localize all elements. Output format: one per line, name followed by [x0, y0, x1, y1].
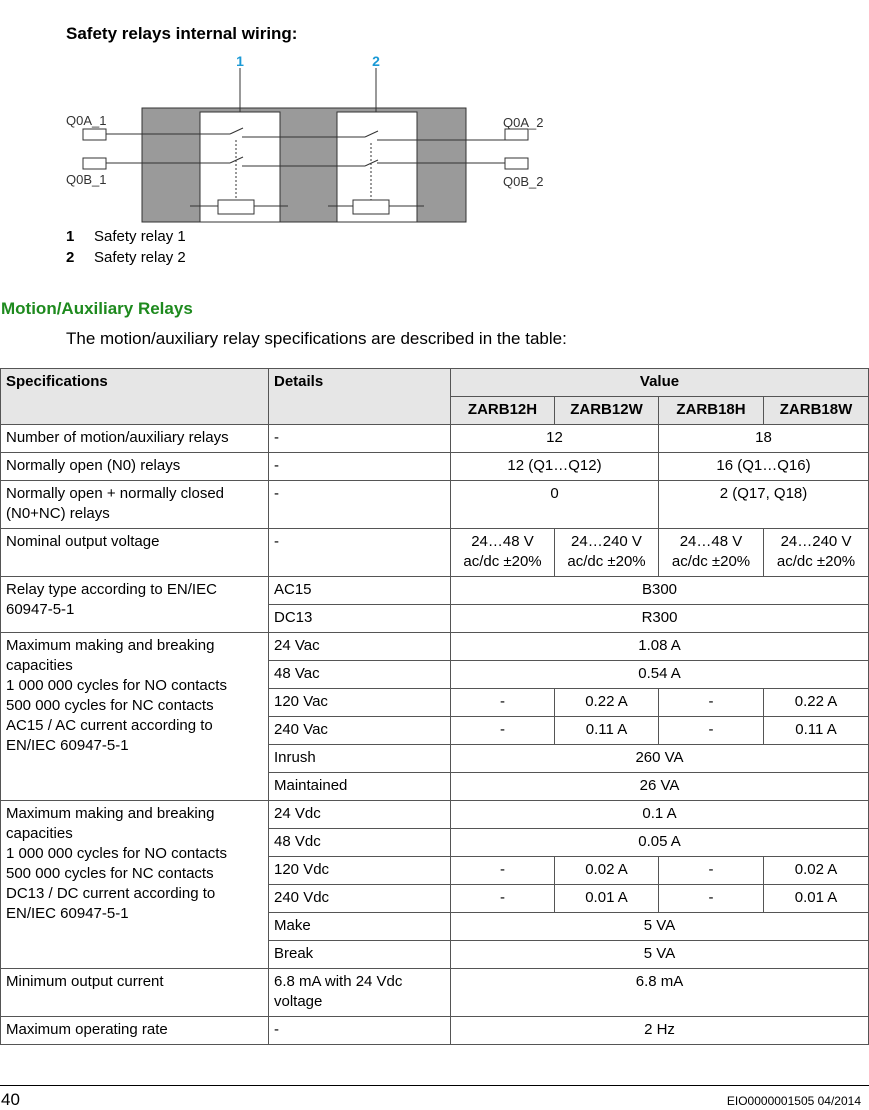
- spec-line: Maximum making and breaking capacities: [6, 637, 215, 674]
- relay-1-coil: [218, 200, 254, 214]
- value-cell: 2 (Q17, Q18): [659, 481, 869, 529]
- terminal-q0b-2: [505, 158, 528, 169]
- legend-text: Safety relay 1: [94, 228, 186, 245]
- relay-spec-table: [0, 368, 869, 1045]
- detail-cell: -: [269, 529, 451, 577]
- callout-2: 2: [372, 53, 380, 69]
- spec-cell: Number of motion/auxiliary relays: [1, 425, 269, 453]
- spec-cell-dc-capacities: [1, 801, 269, 969]
- table-row: [1, 577, 869, 605]
- section-heading: Motion/Auxiliary Relays: [1, 299, 193, 318]
- detail-cell: Maintained: [269, 773, 451, 801]
- value-cell: R300: [451, 605, 869, 633]
- value-cell: 24…240 V ac/dc ±20%: [764, 529, 869, 577]
- detail-cell: 24 Vac: [269, 633, 451, 661]
- spec-line: DC13 / DC current according to EN/IEC 60947-5-1: [6, 885, 216, 922]
- value-cell: 26 VA: [451, 773, 869, 801]
- spec-line: 1 000 000 cycles for NO contacts: [6, 677, 227, 694]
- label-q0b-1: Q0B_1: [66, 172, 107, 187]
- legend-text: Safety relay 2: [94, 249, 186, 266]
- detail-cell: 120 Vac: [269, 689, 451, 717]
- value-cell: -: [659, 717, 764, 745]
- value-cell: -: [659, 885, 764, 913]
- section-title: Safety relays internal wiring:: [66, 24, 298, 43]
- value-cell: 18: [659, 425, 869, 453]
- table-row: [1, 1017, 869, 1045]
- value-cell: 0.54 A: [451, 661, 869, 689]
- page-number: 40: [1, 1090, 20, 1109]
- value-cell: 24…240 V ac/dc ±20%: [555, 529, 659, 577]
- spec-line: 1 000 000 cycles for NO contacts: [6, 845, 227, 862]
- table-row: [1, 453, 869, 481]
- detail-cell: -: [269, 425, 451, 453]
- spec-cell: Maximum operating rate: [1, 1017, 269, 1045]
- value-cell: 0.05 A: [451, 829, 869, 857]
- detail-cell: Break: [269, 941, 451, 969]
- value-cell: -: [451, 857, 555, 885]
- value-cell: 0.1 A: [451, 801, 869, 829]
- value-cell: 12: [451, 425, 659, 453]
- legend-item-2: [66, 249, 186, 266]
- callout-1: 1: [236, 53, 244, 69]
- spec-cell: Relay type according to EN/IEC 60947-5-1: [1, 577, 269, 633]
- value-cell: -: [451, 885, 555, 913]
- value-cell: 5 VA: [451, 913, 869, 941]
- value-cell: 2 Hz: [451, 1017, 869, 1045]
- legend-number: 1: [66, 228, 75, 245]
- value-cell: 12 (Q1…Q12): [451, 453, 659, 481]
- value-cell: 0.02 A: [555, 857, 659, 885]
- label-q0a-2: Q0A_2: [503, 115, 544, 130]
- label-q0a-1: Q0A_1: [66, 113, 107, 128]
- value-cell: 1.08 A: [451, 633, 869, 661]
- table-row: [1, 633, 869, 661]
- value-cell: -: [451, 689, 555, 717]
- spec-cell: Nominal output voltage: [1, 529, 269, 577]
- spec-cell-ac-capacities: [1, 633, 269, 801]
- value-cell: -: [659, 689, 764, 717]
- value-cell: 0.22 A: [555, 689, 659, 717]
- spec-cell: Normally open + normally closed (N0+NC) relays: [1, 481, 269, 529]
- col-header-model: ZARB18W: [764, 397, 869, 425]
- value-cell: 260 VA: [451, 745, 869, 773]
- value-cell: B300: [451, 577, 869, 605]
- document-reference: EIO0000001505 04/2014: [726, 1094, 861, 1108]
- col-header-value: Value: [451, 369, 869, 397]
- value-cell: 0.11 A: [555, 717, 659, 745]
- detail-cell: 48 Vac: [269, 661, 451, 689]
- col-header-details: Details: [269, 369, 451, 425]
- detail-cell: AC15: [269, 577, 451, 605]
- detail-cell: 120 Vdc: [269, 857, 451, 885]
- spec-cell: Minimum output current: [1, 969, 269, 1017]
- col-header-model: ZARB12H: [451, 397, 555, 425]
- footer-divider: [0, 1085, 869, 1086]
- terminal-q0a-2: [505, 129, 528, 140]
- detail-cell: 240 Vac: [269, 717, 451, 745]
- value-cell: 24…48 V ac/dc ±20%: [659, 529, 764, 577]
- value-cell: -: [451, 717, 555, 745]
- spec-line: Maximum making and breaking capacities: [6, 805, 215, 842]
- table-row: [1, 801, 869, 829]
- table-row: [1, 529, 869, 577]
- detail-cell: 6.8 mA with 24 Vdc voltage: [269, 969, 451, 1017]
- detail-cell: Make: [269, 913, 451, 941]
- spec-line: AC15 / AC current according to EN/IEC 60947-5-1: [6, 717, 213, 754]
- value-cell: 6.8 mA: [451, 969, 869, 1017]
- value-cell: -: [659, 857, 764, 885]
- table-row: [1, 481, 869, 529]
- value-cell: 0.22 A: [764, 689, 869, 717]
- col-header-model: ZARB18H: [659, 397, 764, 425]
- detail-cell: 240 Vdc: [269, 885, 451, 913]
- detail-cell: -: [269, 1017, 451, 1045]
- wiring-diagram: [60, 50, 560, 230]
- value-cell: 0.01 A: [764, 885, 869, 913]
- detail-cell: 24 Vdc: [269, 801, 451, 829]
- detail-cell: -: [269, 453, 451, 481]
- label-q0b-2: Q0B_2: [503, 174, 544, 189]
- value-cell: 24…48 V ac/dc ±20%: [451, 529, 555, 577]
- legend-item-1: [66, 228, 186, 245]
- value-cell: 16 (Q1…Q16): [659, 453, 869, 481]
- intro-text: The motion/auxiliary relay specifications are described in the table:: [66, 329, 567, 348]
- table-row: [1, 425, 869, 453]
- col-header-specifications: Specifications: [1, 369, 269, 425]
- legend-number: 2: [66, 249, 75, 266]
- value-cell: 0: [451, 481, 659, 529]
- spec-line: 500 000 cycles for NC contacts: [6, 865, 214, 882]
- terminal-q0b-1: [83, 158, 106, 169]
- value-cell: 0.01 A: [555, 885, 659, 913]
- detail-cell: -: [269, 481, 451, 529]
- spec-line: 500 000 cycles for NC contacts: [6, 697, 214, 714]
- spec-cell: Normally open (N0) relays: [1, 453, 269, 481]
- col-header-model: ZARB12W: [555, 397, 659, 425]
- detail-cell: DC13: [269, 605, 451, 633]
- value-cell: 0.02 A: [764, 857, 869, 885]
- detail-cell: Inrush: [269, 745, 451, 773]
- value-cell: 5 VA: [451, 941, 869, 969]
- terminal-q0a-1: [83, 129, 106, 140]
- table-row: [1, 969, 869, 1017]
- value-cell: 0.11 A: [764, 717, 869, 745]
- detail-cell: 48 Vdc: [269, 829, 451, 857]
- relay-2-coil: [353, 200, 389, 214]
